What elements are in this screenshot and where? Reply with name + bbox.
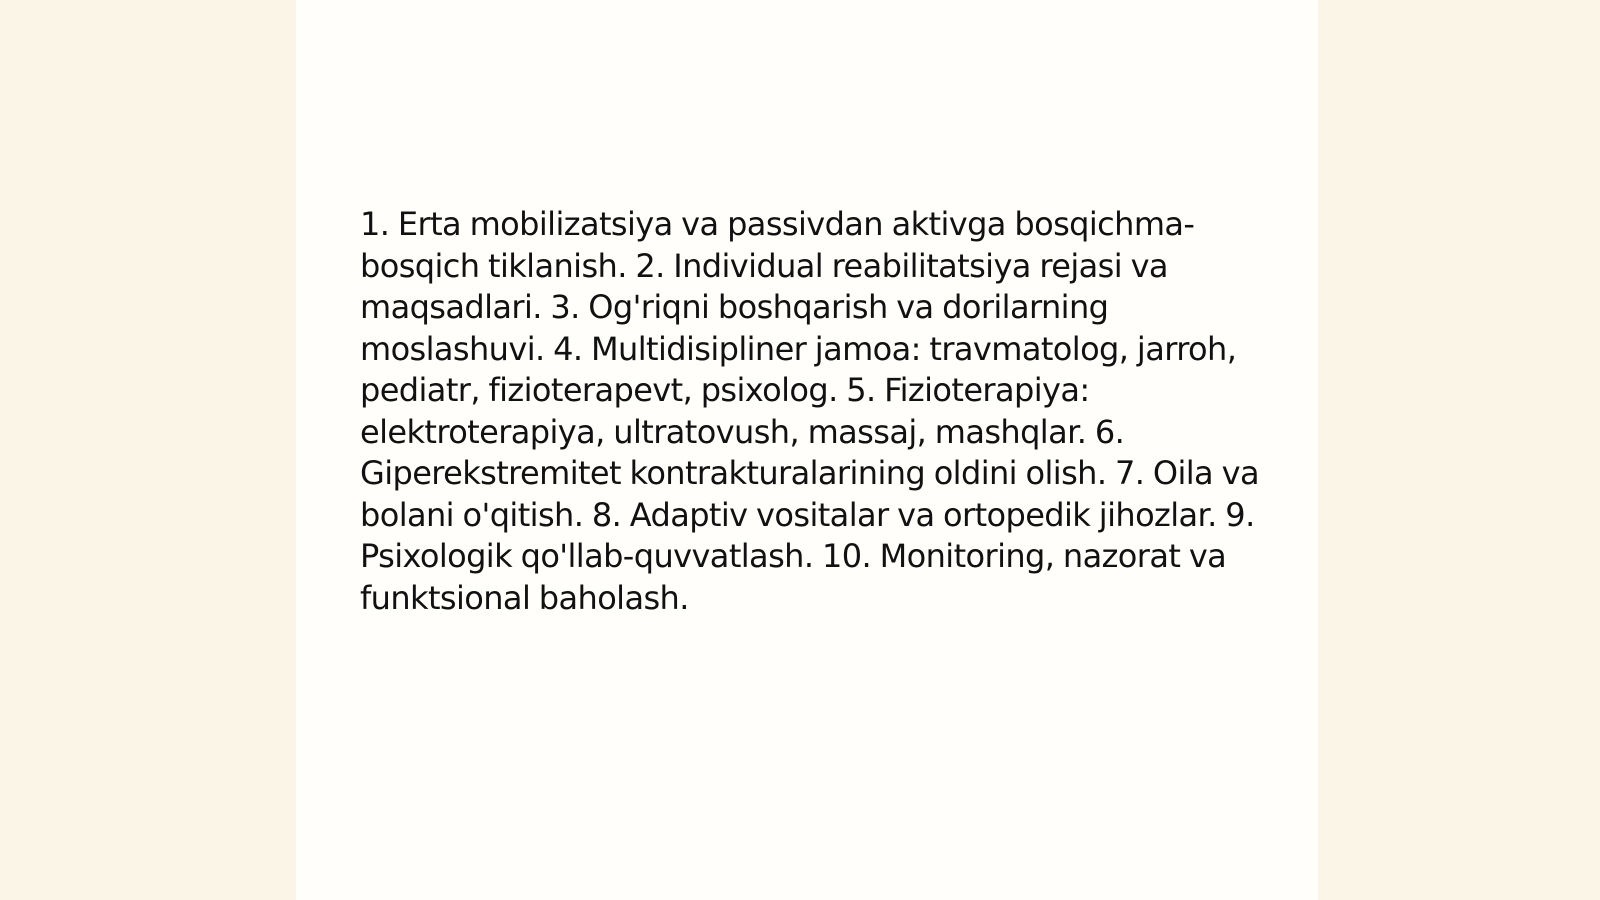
slide-body-text: 1. Erta mobilizatsiya va passivdan aktivga bosqichma-bosqich tiklanish. 2. Individual reabilitatsiya rejasi va maqsadlari. 3. Og'riqni boshqarish va dorilarning moslashuvi. 4. Multidisipliner jamoa: travmatolog, jarroh, pediatr, fizioterapevt, psixolog. 5. Fizioterapiya: elektroterapiya, ultratovush, massaj, mashqlar. 6. Giperekstremitet kontrakturalarining oldini olish. 7. Oila va bolani o'qitish. 8. Adaptiv vositalar va ortopedik jihozlar. 9. Psixologik qo'llab-quvvatlash. 10. Monitoring, nazorat va funktsional baholash. [360,205,1259,617]
slide [296,0,1318,900]
